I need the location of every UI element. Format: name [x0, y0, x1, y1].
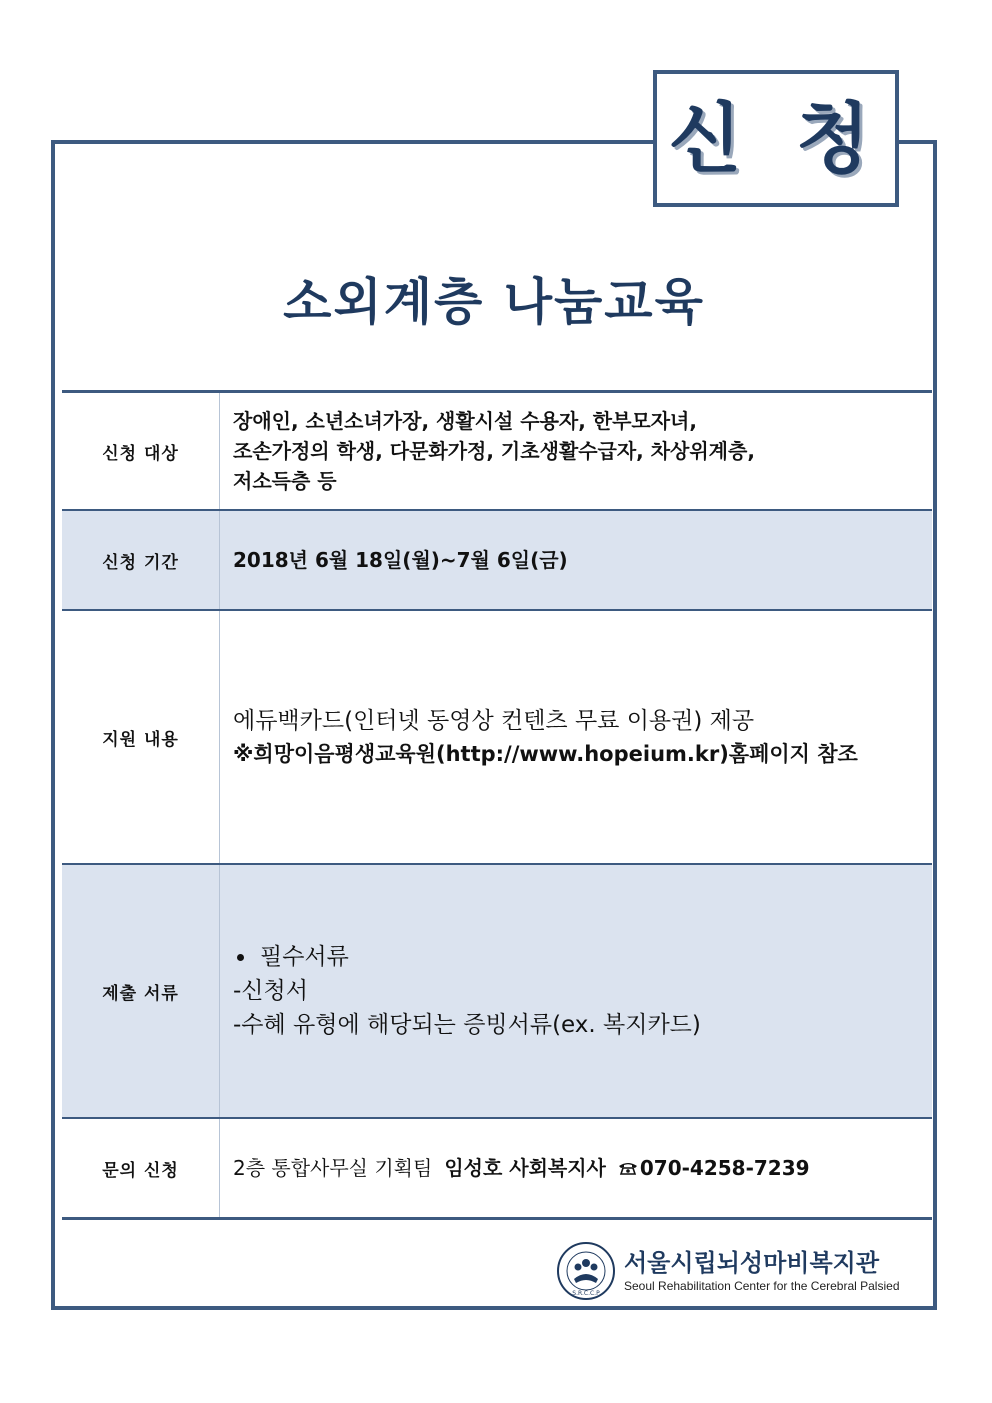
- documents-item-1: -신청서: [233, 978, 308, 1004]
- logo-korean-name: 서울시립뇌성마비복지관: [624, 1249, 880, 1277]
- value-contact: [220, 1119, 932, 1217]
- label-documents: 제출 서류: [62, 865, 220, 1117]
- documents-bullet: [233, 940, 932, 974]
- target-line-2: 조손가정의 학생, 다문화가정, 기초생활수급자, 차상위계층,: [233, 439, 755, 463]
- support-line-1: 에듀백카드(인터넷 동영상 컨텐츠 무료 이용권) 제공: [233, 708, 755, 734]
- value-target: [220, 393, 932, 509]
- label-support: 지원 내용: [62, 611, 220, 863]
- row-documents: [62, 865, 932, 1119]
- page-title: 소외계층 나눔교육: [283, 273, 705, 331]
- logo-english-name: Seoul Rehabilitation Center for the Cerebral Palsied: [624, 1279, 900, 1293]
- value-period: [220, 511, 932, 609]
- row-contact: [62, 1119, 932, 1217]
- contact-office: 2층 통합사무실 기획팀: [233, 1156, 433, 1180]
- contact-person: 임성호 사회복지사: [444, 1156, 606, 1180]
- contact-phone: 070-4258-7239: [639, 1156, 810, 1180]
- row-support: [62, 611, 932, 865]
- target-line-3: 저소득층 등: [233, 469, 337, 493]
- bullet-icon: [237, 954, 244, 961]
- label-period: 신청 기간: [62, 511, 220, 609]
- period-text: 2018년 6월 18일(월)~7월 6일(금): [233, 548, 568, 572]
- stamp-text: 신 청: [668, 93, 884, 183]
- row-period: [62, 511, 932, 611]
- value-documents: [220, 865, 932, 1117]
- documents-item-2: -수혜 유형에 해당되는 증빙서류(ex. 복지카드): [233, 1012, 701, 1038]
- documents-bullet-text: 필수서류: [260, 944, 349, 970]
- label-target: 신청 대상: [62, 393, 220, 509]
- row-target: [62, 393, 932, 511]
- target-line-1: 장애인, 소년소녀가장, 생활시설 수용자, 한부모자녀,: [233, 409, 697, 433]
- logo-texts: [624, 1248, 900, 1294]
- organization-seal-icon: [556, 1241, 616, 1301]
- label-contact: 문의 신청: [62, 1119, 220, 1217]
- info-table: [62, 390, 932, 1220]
- telephone-icon: [618, 1161, 638, 1175]
- organization-logo: [556, 1240, 934, 1302]
- seal-text: S.R.C.C.P: [572, 1290, 600, 1297]
- value-support: [220, 611, 932, 863]
- contact-line: [233, 1153, 932, 1183]
- support-line-2: ※희망이음평생교육원(http://www.hopeium.kr)홈페이지 참조: [233, 742, 858, 766]
- application-stamp: [653, 70, 899, 207]
